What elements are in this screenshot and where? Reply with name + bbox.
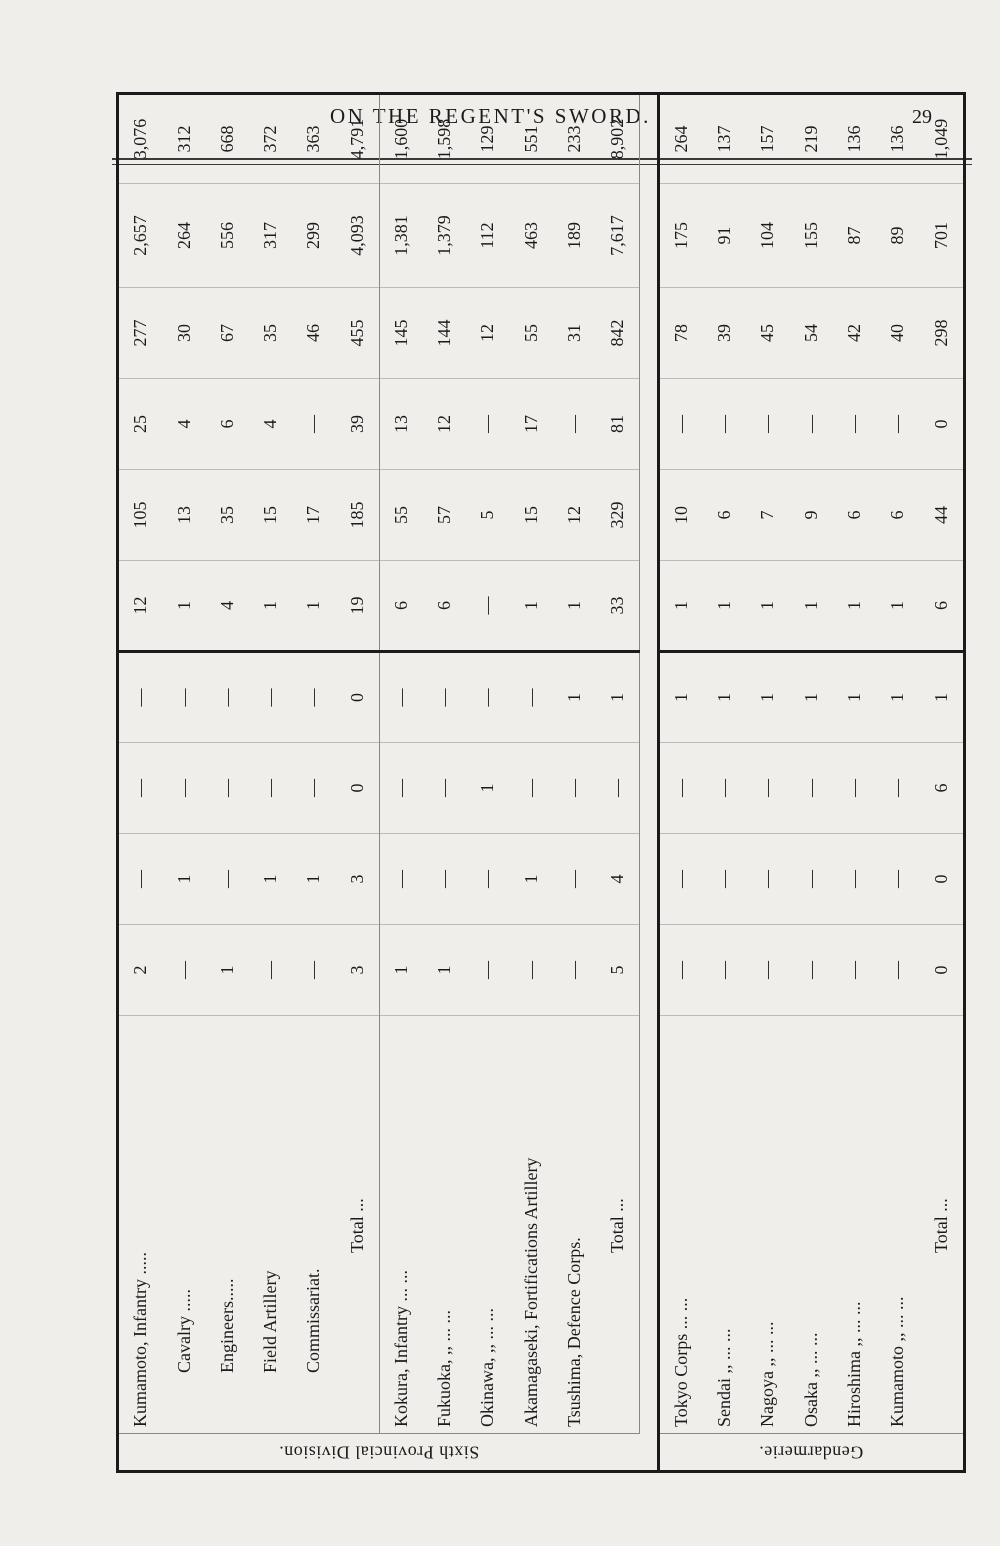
- value-cell: —: [876, 379, 919, 470]
- row-label: Cavalry .....: [173, 1289, 194, 1373]
- value-cell: 0: [335, 652, 379, 743]
- value-cell: 1: [379, 925, 423, 1016]
- value-cell: —: [379, 652, 423, 743]
- page-number: 29: [912, 106, 932, 128]
- table-row: [658, 94, 703, 1472]
- value-cell: 3,076: [118, 94, 163, 184]
- value-cell: —: [118, 652, 163, 743]
- row-label: Nagoya ,, ... ...: [757, 1321, 778, 1427]
- value-cell: 104: [746, 184, 789, 288]
- value-cell: 67: [206, 288, 249, 379]
- table-row: [292, 94, 335, 1472]
- value-cell: 233: [553, 94, 596, 184]
- value-cell: 57: [423, 470, 466, 561]
- value-cell: —: [833, 743, 876, 834]
- value-cell: 1: [553, 652, 596, 743]
- value-cell: 6: [919, 743, 964, 834]
- value-cell: 1: [163, 561, 206, 652]
- table-row: [206, 94, 249, 1472]
- value-cell: 277: [118, 288, 163, 379]
- row-label: Total ...: [335, 1016, 379, 1434]
- spacer-row: [640, 94, 658, 1472]
- value-cell: 1: [790, 652, 833, 743]
- value-cell: —: [466, 925, 509, 1016]
- value-cell: 39: [703, 288, 746, 379]
- value-cell: —: [379, 834, 423, 925]
- value-cell: 55: [509, 288, 552, 379]
- value-cell: 137: [703, 94, 746, 184]
- value-cell: 1: [833, 652, 876, 743]
- value-cell: —: [423, 652, 466, 743]
- value-cell: 1: [876, 652, 919, 743]
- value-cell: —: [658, 743, 703, 834]
- value-cell: 5: [466, 470, 509, 561]
- value-cell: —: [790, 379, 833, 470]
- value-cell: 15: [249, 470, 292, 561]
- value-cell: 136: [833, 94, 876, 184]
- value-cell: 6: [919, 561, 964, 652]
- value-cell: —: [466, 561, 509, 652]
- table-row: [249, 94, 292, 1472]
- value-cell: 35: [249, 288, 292, 379]
- value-cell: 55: [379, 470, 423, 561]
- value-cell: 1: [292, 561, 335, 652]
- value-cell: —: [249, 743, 292, 834]
- value-cell: 1,049: [919, 94, 964, 184]
- value-cell: 54: [790, 288, 833, 379]
- value-cell: —: [703, 379, 746, 470]
- value-cell: 1: [876, 561, 919, 652]
- value-cell: 39: [335, 379, 379, 470]
- group-sixth-division-label: Sixth Provincial Division.: [279, 1442, 480, 1463]
- value-cell: —: [790, 834, 833, 925]
- value-cell: 4,791: [335, 94, 379, 184]
- group-gendarmerie-label: Gendarmerie.: [759, 1442, 864, 1463]
- value-cell: —: [118, 743, 163, 834]
- value-cell: 87: [833, 184, 876, 288]
- value-cell: 91: [703, 184, 746, 288]
- value-cell: 144: [423, 288, 466, 379]
- value-cell: 33: [596, 561, 640, 652]
- row-label: Kumamoto, Infantry .....: [130, 1252, 151, 1427]
- value-cell: 145: [379, 288, 423, 379]
- value-cell: —: [658, 379, 703, 470]
- value-cell: —: [658, 834, 703, 925]
- value-cell: —: [423, 743, 466, 834]
- value-cell: —: [509, 925, 552, 1016]
- value-cell: 0: [919, 925, 964, 1016]
- rotated-table-wrapper: [116, 118, 966, 1473]
- table-row: [423, 94, 466, 1472]
- value-cell: 1: [206, 925, 249, 1016]
- value-cell: 5: [596, 925, 640, 1016]
- value-cell: —: [596, 743, 640, 834]
- value-cell: —: [553, 925, 596, 1016]
- value-cell: 1,600: [379, 94, 423, 184]
- value-cell: —: [466, 379, 509, 470]
- value-cell: 17: [509, 379, 552, 470]
- group-gendarmerie: [658, 1434, 965, 1472]
- value-cell: 1: [249, 561, 292, 652]
- row-label: Hiroshima ,, ... ...: [843, 1301, 864, 1427]
- value-cell: 185: [335, 470, 379, 561]
- value-cell: —: [292, 379, 335, 470]
- value-cell: —: [876, 834, 919, 925]
- row-label: Field Artillery: [260, 1270, 281, 1373]
- row-label: Fukuoka, ,, ... ...: [434, 1310, 455, 1427]
- value-cell: 10: [658, 470, 703, 561]
- value-cell: 89: [876, 184, 919, 288]
- value-cell: 4: [163, 379, 206, 470]
- value-cell: —: [379, 743, 423, 834]
- value-cell: 17: [292, 470, 335, 561]
- value-cell: 4: [206, 561, 249, 652]
- value-cell: 556: [206, 184, 249, 288]
- value-cell: 6: [876, 470, 919, 561]
- value-cell: 25: [118, 379, 163, 470]
- table-row: [746, 94, 789, 1472]
- value-cell: 129: [466, 94, 509, 184]
- value-cell: 363: [292, 94, 335, 184]
- value-cell: 219: [790, 94, 833, 184]
- value-cell: 842: [596, 288, 640, 379]
- value-cell: 1: [423, 925, 466, 1016]
- value-cell: 0: [335, 743, 379, 834]
- value-cell: 1: [509, 561, 552, 652]
- value-cell: 157: [746, 94, 789, 184]
- total-row: [596, 94, 640, 1472]
- value-cell: —: [553, 743, 596, 834]
- value-cell: 13: [163, 470, 206, 561]
- value-cell: 30: [163, 288, 206, 379]
- value-cell: —: [206, 743, 249, 834]
- value-cell: 6: [703, 470, 746, 561]
- row-label: Kumamoto ,, ... ...: [887, 1296, 907, 1427]
- row-label: Tsushima, Defence Corps.: [563, 1237, 584, 1427]
- value-cell: —: [118, 834, 163, 925]
- value-cell: 9: [790, 470, 833, 561]
- value-cell: 299: [292, 184, 335, 288]
- group-sixth-division: [118, 1434, 640, 1472]
- value-cell: 81: [596, 379, 640, 470]
- value-cell: 668: [206, 94, 249, 184]
- value-cell: 1,598: [423, 94, 466, 184]
- value-cell: —: [292, 743, 335, 834]
- total-row: [335, 94, 379, 1472]
- value-cell: —: [833, 925, 876, 1016]
- row-label: Kokura, Infantry ... ...: [390, 1270, 411, 1427]
- value-cell: 136: [876, 94, 919, 184]
- value-cell: 1: [596, 652, 640, 743]
- value-cell: 264: [658, 94, 703, 184]
- value-cell: 1: [658, 561, 703, 652]
- value-cell: 12: [423, 379, 466, 470]
- value-cell: 1: [790, 561, 833, 652]
- value-cell: —: [163, 925, 206, 1016]
- value-cell: 1: [163, 834, 206, 925]
- table-row: [379, 94, 423, 1472]
- value-cell: 298: [919, 288, 964, 379]
- value-cell: —: [553, 834, 596, 925]
- value-cell: 1,381: [379, 184, 423, 288]
- total-row: [919, 94, 964, 1472]
- value-cell: 2: [118, 925, 163, 1016]
- value-cell: 1: [746, 652, 789, 743]
- value-cell: —: [163, 652, 206, 743]
- value-cell: 7: [746, 470, 789, 561]
- value-cell: 3: [335, 834, 379, 925]
- value-cell: 4,093: [335, 184, 379, 288]
- value-cell: 12: [118, 561, 163, 652]
- value-cell: 19: [335, 561, 379, 652]
- value-cell: 329: [596, 470, 640, 561]
- row-label: Osaka ,, ... ...: [800, 1332, 821, 1427]
- value-cell: 6: [206, 379, 249, 470]
- value-cell: 1: [249, 834, 292, 925]
- value-cell: 1: [292, 834, 335, 925]
- value-cell: 78: [658, 288, 703, 379]
- value-cell: 175: [658, 184, 703, 288]
- row-label: Total ...: [930, 1198, 951, 1253]
- value-cell: —: [658, 925, 703, 1016]
- value-cell: 6: [379, 561, 423, 652]
- value-cell: —: [509, 652, 552, 743]
- row-label: Engineers.....: [216, 1278, 237, 1373]
- value-cell: 317: [249, 184, 292, 288]
- value-cell: —: [790, 925, 833, 1016]
- value-cell: —: [466, 834, 509, 925]
- value-cell: 463: [509, 184, 552, 288]
- value-cell: 1: [703, 652, 746, 743]
- value-cell: 45: [746, 288, 789, 379]
- value-cell: 40: [876, 288, 919, 379]
- table-row: [790, 94, 833, 1472]
- value-cell: 372: [249, 94, 292, 184]
- value-cell: 1,379: [423, 184, 466, 288]
- row-label: Commissariat.: [303, 1268, 324, 1373]
- table-row: [876, 94, 919, 1472]
- value-cell: 2,657: [118, 184, 163, 288]
- value-cell: —: [703, 743, 746, 834]
- value-cell: 1: [833, 561, 876, 652]
- value-cell: 701: [919, 184, 964, 288]
- value-cell: 312: [163, 94, 206, 184]
- value-cell: 6: [833, 470, 876, 561]
- value-cell: —: [746, 743, 789, 834]
- table-row: [466, 94, 509, 1472]
- table-row: [833, 94, 876, 1472]
- table-row: [163, 94, 206, 1472]
- value-cell: —: [509, 743, 552, 834]
- value-cell: 1: [466, 743, 509, 834]
- value-cell: —: [249, 652, 292, 743]
- value-cell: —: [249, 925, 292, 1016]
- value-cell: 8,902: [596, 94, 640, 184]
- value-cell: —: [703, 834, 746, 925]
- value-cell: —: [876, 743, 919, 834]
- value-cell: 3: [335, 925, 379, 1016]
- value-cell: 155: [790, 184, 833, 288]
- value-cell: 112: [466, 184, 509, 288]
- value-cell: —: [423, 834, 466, 925]
- value-cell: 12: [466, 288, 509, 379]
- value-cell: —: [876, 925, 919, 1016]
- value-cell: —: [163, 743, 206, 834]
- value-cell: 0: [919, 379, 964, 470]
- row-label: Sendai ,, ... ...: [714, 1328, 735, 1427]
- row-label: Total ...: [596, 1016, 640, 1434]
- statistics-table: [116, 92, 966, 1473]
- value-cell: 15: [509, 470, 552, 561]
- value-cell: 1: [919, 652, 964, 743]
- value-cell: —: [206, 652, 249, 743]
- value-cell: 1: [658, 652, 703, 743]
- value-cell: 1: [509, 834, 552, 925]
- value-cell: 42: [833, 288, 876, 379]
- value-cell: 189: [553, 184, 596, 288]
- value-cell: —: [746, 379, 789, 470]
- value-cell: —: [746, 925, 789, 1016]
- page-title: ON THE REGENT'S SWORD.: [330, 104, 651, 128]
- value-cell: 44: [919, 470, 964, 561]
- table-row: [703, 94, 746, 1472]
- table-row: [118, 94, 163, 1472]
- value-cell: —: [833, 834, 876, 925]
- value-cell: —: [703, 925, 746, 1016]
- value-cell: 264: [163, 184, 206, 288]
- value-cell: —: [292, 652, 335, 743]
- value-cell: —: [466, 652, 509, 743]
- value-cell: —: [746, 834, 789, 925]
- row-label: Akamagaseki, Fortifications Artillery: [520, 1157, 541, 1427]
- value-cell: 6: [423, 561, 466, 652]
- value-cell: 46: [292, 288, 335, 379]
- spacer-cell: [640, 94, 658, 1472]
- value-cell: 4: [596, 834, 640, 925]
- value-cell: 1: [703, 561, 746, 652]
- value-cell: —: [833, 379, 876, 470]
- value-cell: 4: [249, 379, 292, 470]
- row-label: Okinawa, ,, ... ...: [477, 1308, 498, 1427]
- value-cell: 12: [553, 470, 596, 561]
- value-cell: —: [206, 834, 249, 925]
- value-cell: 35: [206, 470, 249, 561]
- table-row: [553, 94, 596, 1472]
- row-label: Tokyo Corps ... ...: [670, 1297, 691, 1427]
- value-cell: 13: [379, 379, 423, 470]
- value-cell: —: [790, 743, 833, 834]
- value-cell: 7,617: [596, 184, 640, 288]
- table-row: [509, 94, 552, 1472]
- value-cell: —: [553, 379, 596, 470]
- value-cell: 455: [335, 288, 379, 379]
- value-cell: 105: [118, 470, 163, 561]
- value-cell: 31: [553, 288, 596, 379]
- value-cell: 551: [509, 94, 552, 184]
- value-cell: 1: [553, 561, 596, 652]
- value-cell: 0: [919, 834, 964, 925]
- value-cell: 1: [746, 561, 789, 652]
- value-cell: —: [292, 925, 335, 1016]
